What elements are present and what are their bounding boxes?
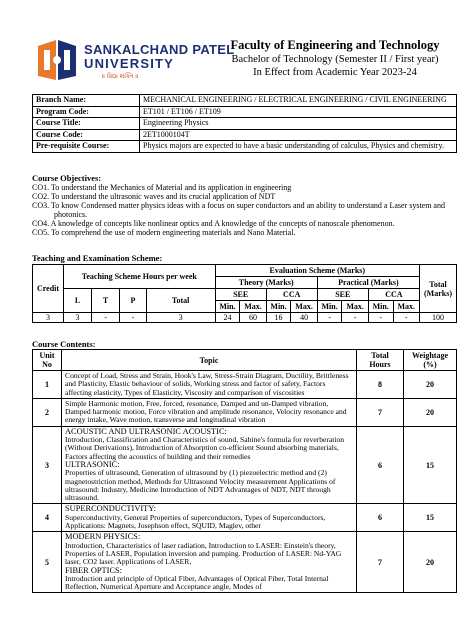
info-label: Program Code: <box>33 106 140 118</box>
scheme-cell: 3 <box>64 313 92 323</box>
scheme-cell: - <box>342 313 368 323</box>
min-header: Min. <box>368 301 393 313</box>
university-logo <box>32 36 235 86</box>
unit-hours: 6 <box>357 504 404 532</box>
info-row <box>33 129 457 141</box>
topic-subheading: SUPERCONDUCTIVITY: <box>65 504 156 514</box>
info-value: Physics majors are expected to have a basic understanding of calculus, Physics and chemistry. <box>140 141 457 153</box>
theory-cca-header: CCA <box>266 289 317 301</box>
logo-tagline: ॥ વિદ્યા શક્તિ ॥ <box>102 73 139 80</box>
min-header: Min. <box>266 301 291 313</box>
objective-item: CO5. To comprehend the use of modern engineering materials and Nano Material. <box>32 228 296 237</box>
topic-header: Topic <box>62 350 357 371</box>
info-row <box>33 141 457 153</box>
unit-weightage: 20 <box>404 398 457 426</box>
unit-number: 3 <box>33 426 62 504</box>
effect-year: In Effect from Academic Year 2023-24 <box>253 67 417 78</box>
info-row <box>33 118 457 130</box>
scheme-cell: 40 <box>291 313 317 323</box>
info-label: Branch Name: <box>33 95 140 107</box>
practical-see-header: SEE <box>317 289 368 301</box>
topic-subheading: MODERN PHYSICS: <box>65 532 141 542</box>
topic-text: Concept of Load, Stress and Strain, Hook's Law, Stress-Strain Diagram, Ductility, Brittleness and Plasticity, Elastic behaviour of solids, Working stress and factor of safety, Factors affecting elasticity, Types of Elasticity, Viscosity and comparison of viscosities <box>65 371 349 397</box>
scheme-table <box>32 264 457 323</box>
unit-hours: 6 <box>357 426 404 504</box>
unit-weightage: 20 <box>404 532 457 593</box>
scheme-cell: - <box>317 313 342 323</box>
scheme-cell: 3 <box>33 313 64 323</box>
info-label: Course Code: <box>33 129 140 141</box>
objectives-list <box>32 183 452 237</box>
theory-see-header: SEE <box>215 289 266 301</box>
practical-header: Practical (Marks) <box>317 277 419 289</box>
topic-subheading: ULTRASONIC: <box>65 459 120 469</box>
unit-number: 4 <box>33 504 62 532</box>
table-row <box>33 504 457 532</box>
objective-item: CO1. To understand the Mechanics of Material and its application in engineering <box>32 183 292 192</box>
objective-item: CO3. To know Condensed matter physics ideas with a focus on super conductors and an ability to understand a Laser system and photonics. <box>32 201 445 219</box>
info-value: Engineering Physics <box>140 118 457 130</box>
faculty-title: Faculty of Engineering and Technology <box>230 38 440 52</box>
logo-name-line2: UNIVERSITY <box>84 56 175 71</box>
weight-header: Weightage (%) <box>404 350 457 371</box>
contents-heading: Course Contents: <box>32 339 96 349</box>
scheme-cell: - <box>368 313 393 323</box>
table-row <box>33 426 457 504</box>
topic-text: Simple Harmonic motion, Free, forced, resonance, Damped and un-Damped vibration, Damped harmonic motion, Force vibration and amplitude resonance, Velocity resonance and energy intake, Wave motion, transverse and longitudinal vibration <box>65 398 347 425</box>
scheme-cell: - <box>393 313 419 323</box>
credit-header: Credit <box>33 265 64 313</box>
scheme-cell: 24 <box>215 313 240 323</box>
info-row <box>33 106 457 118</box>
scheme-heading: Teaching and Examination Scheme: <box>32 253 163 263</box>
unit-topic <box>62 532 357 593</box>
unit-weightage: 15 <box>404 426 457 504</box>
objectives-heading: Course Objectives: <box>32 173 102 183</box>
table-row <box>33 532 457 593</box>
theory-header: Theory (Marks) <box>215 277 317 289</box>
l-header: L <box>64 289 92 313</box>
university-emblem-icon <box>32 36 82 86</box>
practical-cca-header: CCA <box>368 289 419 301</box>
teaching-header: Teaching Scheme Hours per week <box>64 265 216 289</box>
objective-item: CO4. A knowledge of concepts like nonlinear optics and A knowledge of the concepts of nanoscale phenomenon. <box>32 219 395 228</box>
hours-header: Total Hours <box>357 350 404 371</box>
total-marks-header: Total (Marks) <box>420 265 457 313</box>
evaluation-header: Evaluation Scheme (Marks) <box>215 265 419 277</box>
unit-number: 5 <box>33 532 62 593</box>
teaching-total-header: Total <box>146 289 215 313</box>
max-header: Max. <box>240 301 266 313</box>
topic-text: Introduction, Characteristics of laser radiation, Introduction to LASER: Einstein's theory, Properties of LASER, Population inversion and pumping. Production of LASER: Nd-YAG laser, CO2 laser. Applications of LASER, <box>65 540 342 567</box>
scheme-cell: 3 <box>146 313 215 323</box>
topic-text: Superconductivity, General Properties of superconductors, Types of Superconductors, Applications: Magnets, Josephson effect, SQUID, Maglev, other <box>65 512 326 531</box>
topic-text: Introduction and principle of Optical Fiber, Advantages of Optical Fiber, Total Internal Reflection, Numerical Aperture and Acceptance angle, Modes of <box>65 573 329 592</box>
unit-number: 2 <box>33 398 62 426</box>
topic-subheading: ACOUSTIC AND ULTRASONIC ACOUSTIC: <box>65 426 227 436</box>
table-row <box>33 398 457 426</box>
program-subtitle: Bachelor of Technology (Semester II / First year) <box>231 54 439 65</box>
unit-hours: 7 <box>357 398 404 426</box>
scheme-cell: 100 <box>420 313 457 323</box>
unit-number: 1 <box>33 371 62 399</box>
info-label: Course Title: <box>33 118 140 130</box>
max-header: Max. <box>393 301 419 313</box>
scheme-cell: - <box>120 313 147 323</box>
info-value: MECHANICAL ENGINEERING / ELECTRICAL ENGINEERING / CIVIL ENGINEERING <box>140 95 457 107</box>
info-row <box>33 95 457 107</box>
table-row <box>33 371 457 399</box>
unit-topic <box>62 504 357 532</box>
unit-weightage: 20 <box>404 371 457 399</box>
t-header: T <box>92 289 120 313</box>
unit-hours: 7 <box>357 532 404 593</box>
course-info-table <box>32 94 457 153</box>
unit-header: Unit No <box>33 350 62 371</box>
topic-subheading: FIBER OPTICS: <box>65 565 123 575</box>
topic-text: Properties of ultrasound, Generation of ultrasound by (1) piezoelectric method and (2) magnetostriction method, Methods for Ultrasound Velocity measurement Applications of ultrasound: Industry, Medicine Introduction of NDT Advantages of NDT, NDT through ultrasound. <box>65 468 336 503</box>
logo-name-line1: SANKALCHAND PATEL <box>84 42 235 57</box>
unit-topic <box>62 426 357 504</box>
scheme-values-row <box>33 313 457 323</box>
unit-weightage: 15 <box>404 504 457 532</box>
info-value: 2ET1000104T <box>140 129 457 141</box>
topic-text: Introduction, Classification and Characteristics of sound, Sabine's formula for reverberation (Without Derivations), Introduction of Absorption co-efficient Sound absorbing materials, Factors affecting the acoustics of building and their remedies <box>65 435 345 461</box>
unit-topic <box>62 398 357 426</box>
unit-topic <box>62 371 357 399</box>
min-header: Min. <box>317 301 342 313</box>
contents-table <box>32 349 457 593</box>
max-header: Max. <box>342 301 368 313</box>
info-value: ET101 / ET106 / ET109 <box>140 106 457 118</box>
info-label: Pre-requisite Course: <box>33 141 140 153</box>
scheme-cell: 16 <box>266 313 291 323</box>
p-header: P <box>120 289 147 313</box>
max-header: Max. <box>291 301 317 313</box>
unit-hours: 8 <box>357 371 404 399</box>
scheme-cell: - <box>92 313 120 323</box>
scheme-cell: 60 <box>240 313 266 323</box>
min-header: Min. <box>215 301 240 313</box>
objective-item: CO2. To understand the ultrasonic waves and its crucial application of NDT <box>32 192 276 201</box>
